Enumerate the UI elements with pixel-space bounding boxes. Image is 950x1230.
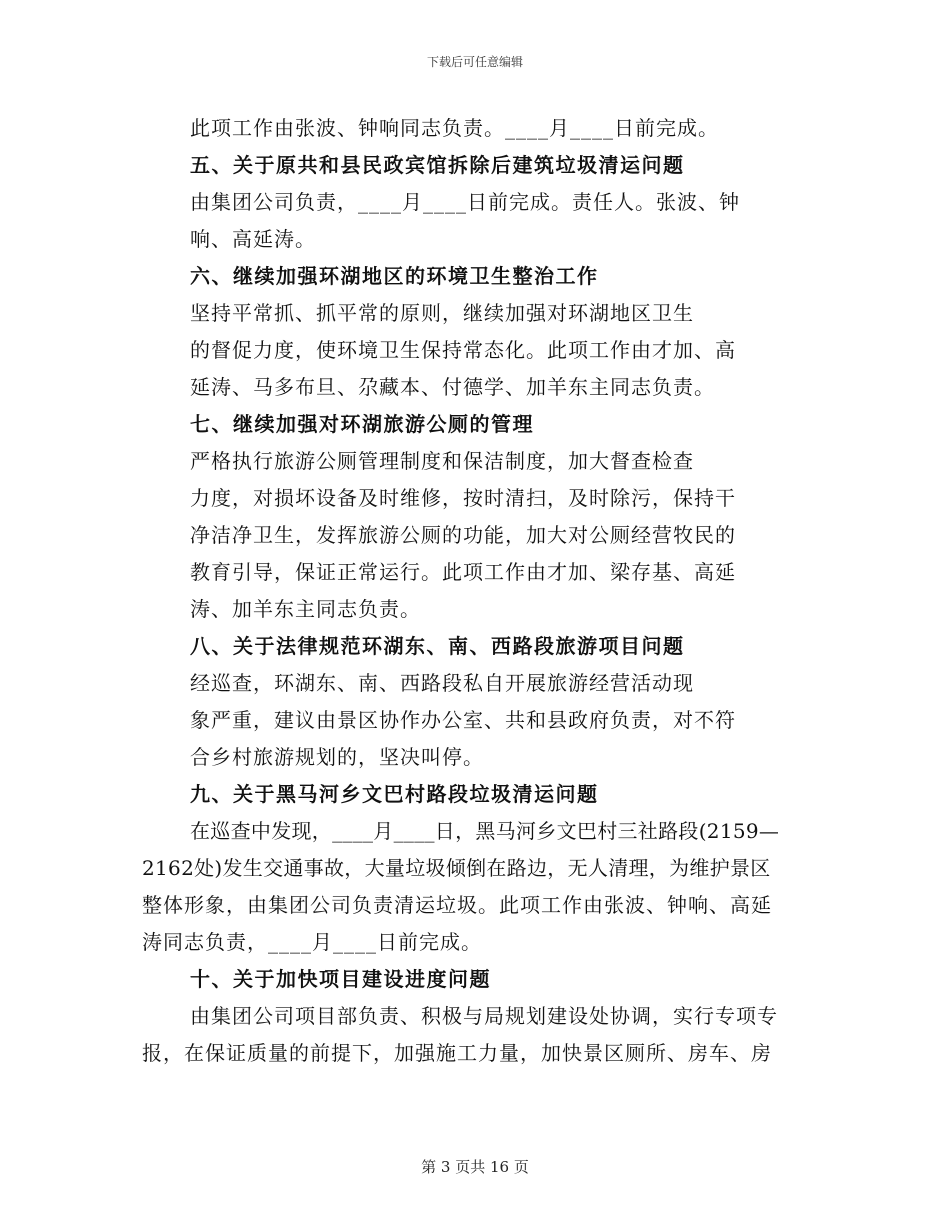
body-line: 报，在保证质量的前提下，加强施工力量，加快景区厕所、房车、房 [142, 1041, 772, 1065]
section-heading-6: 六、继续加强环湖地区的环境卫生整治工作 [190, 264, 599, 288]
section-heading-10: 十、关于加快项目建设进度问题 [190, 967, 491, 991]
page-footer: 第 3 页共 16 页 [421, 1158, 529, 1176]
body-line: 整体形象，由集团公司负责清运垃圾。此项工作由张波、钟响、高延 [142, 893, 772, 917]
body-line: 合乡村旅游规划的，坚决叫停。 [190, 745, 484, 769]
body-line: 此项工作由张波、钟响同志负责。____月____日前完成。 [190, 116, 719, 140]
page-header: 下载后可任意编辑 [426, 55, 523, 69]
section-heading-7: 七、继续加强对环湖旅游公厕的管理 [190, 412, 534, 436]
body-line: 涛、加羊东主同志负责。 [190, 597, 421, 621]
body-line: 教育引导，保证正常运行。此项工作由才加、梁存基、高延 [190, 560, 736, 584]
body-line: 响、高延涛。 [190, 227, 316, 251]
body-line: 力度，对损坏设备及时维修，按时清扫，及时除污，保持干 [190, 486, 736, 510]
section-heading-5: 五、关于原共和县民政宾馆拆除后建筑垃圾清运问题 [190, 153, 685, 177]
body-line: 由集团公司负责，____月____日前完成。责任人。张波、钟 [190, 190, 740, 214]
section-heading-8: 八、关于法律规范环湖东、南、西路段旅游项目问题 [190, 634, 685, 658]
body-line: 涛同志负责，____月____日前完成。 [142, 930, 482, 954]
body-line: 延涛、马多布旦、尕藏本、付德学、加羊东主同志负责。 [190, 375, 715, 399]
body-line: 净洁净卫生，发挥旅游公厕的功能，加大对公厕经营牧民的 [190, 523, 736, 547]
section-heading-9: 九、关于黑马河乡文巴村路段垃圾清运问题 [190, 782, 599, 806]
body-line: 象严重，建议由景区协作办公室、共和县政府负责，对不符 [190, 708, 736, 732]
body-line: 在巡查中发现，____月____日，黑马河乡文巴村三社路段(2159— [190, 819, 780, 843]
body-line: 的督促力度，使环境卫生保持常态化。此项工作由才加、高 [190, 338, 736, 362]
body-line: 严格执行旅游公厕管理制度和保洁制度，加大督查检查 [190, 449, 694, 473]
body-line: 坚持平常抓、抓平常的原则，继续加强对环湖地区卫生 [190, 301, 694, 325]
body-line: 由集团公司项目部负责、积极与局规划建设处协调，实行专项专 [190, 1004, 778, 1028]
body-line: 2162处)发生交通事故，大量垃圾倾倒在路边，无人清理，为维护景区 [142, 856, 771, 880]
body-line: 经巡查，环湖东、南、西路段私自开展旅游经营活动现 [190, 671, 694, 695]
